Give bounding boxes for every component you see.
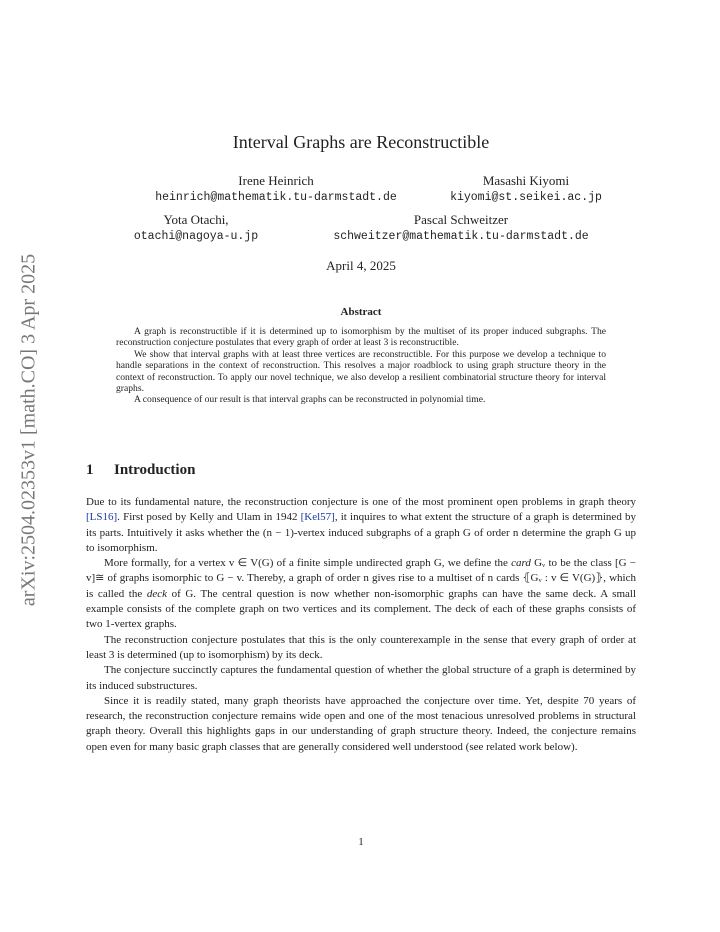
abstract-heading: Abstract: [340, 306, 382, 318]
author-email: kiyomi@st.seikei.ac.jp: [450, 191, 602, 204]
term-deck: deck: [146, 587, 167, 600]
author-email: otachi@nagoya-u.jp: [133, 230, 259, 243]
term-card: card: [511, 557, 531, 570]
author-block-schweitzer: [296, 212, 626, 243]
body-paragraph: The reconstruction conjecture postulates that this is the only counterexample in the sense that every graph of order at least 3 is determined (up to isomorphism) by its deck.: [86, 633, 636, 661]
body-paragraph: Since it is readily stated, many graph theorists have approached the conjecture over time. Yet, despite 70 years of research, the reconstruction conjecture remains wide open and one of the most tenacious unresolved problems in structural graph theory. Overall this highlights gaps in our understanding of graph structure theory. Indeed, the conjecture remains open even for many basic graph classes that are generally considered well understood (see related work below).: [86, 694, 636, 753]
citation-link[interactable]: [Kel57]: [300, 511, 335, 524]
author-name: Pascal Schweitzer: [413, 212, 509, 227]
author-name: Yota Otachi,: [163, 212, 229, 227]
section-title: Introduction: [114, 462, 196, 478]
text-run: of G. The central question is now whether non-isomorphic graphs can have the same deck. A small example consists of the complete graph on two vertices and its complement. The deck of each of these graphs consists of two 1-vertex graphs.: [86, 587, 636, 631]
abstract-paragraph: We show that interval graphs with at least three vertices are reconstructible. For this purpose we develop a technique to handle separations in the context of reconstruction. This resolves a major roadblock to using graph structure theory in the context of reconstruction. To apply our novel technique, we also develop a resilient combinatorial structure theory for interval graphs.: [116, 348, 606, 395]
abstract-paragraph: A graph is reconstructible if it is determined up to isomorphism by the multiset of its proper induced subgraphs. The reconstruction conjecture postulates that every graph of order at least 3 is reconstructible.: [116, 326, 606, 349]
paper-date: April 4, 2025: [326, 258, 396, 273]
author-email: schweitzer@mathematik.tu-darmstadt.de: [333, 230, 589, 243]
abstract-paragraph: A consequence of our result is that interval graphs can be reconstructed in polynomial time.: [134, 394, 486, 406]
arxiv-sidebar: [14, 215, 44, 645]
author-block-otachi: [106, 212, 286, 243]
author-email: heinrich@mathematik.tu-darmstadt.de: [155, 191, 397, 204]
body-paragraph: [86, 556, 636, 632]
author-block-heinrich: [126, 173, 426, 204]
abstract-body: [116, 326, 606, 406]
author-name: Irene Heinrich: [238, 173, 314, 188]
text-run: More formally, for a vertex v ∈ V(G) of a finite simple undirected graph G, we define the: [104, 557, 512, 570]
paper-title: Interval Graphs are Reconstructible: [232, 132, 490, 152]
paper-page: [86, 0, 636, 932]
section-heading: [86, 462, 195, 479]
section-number: 1: [86, 462, 94, 478]
text-run: . First posed by Kelly and Ulam in 1942: [117, 511, 301, 524]
page-number: 1: [358, 836, 364, 848]
text-run: Gᵥ to be the class [G − v]≅ of graphs isomorphic to G − v. Thereby, a graph of order n gives rise to a multiset of n cards ⦃Gᵥ : v ∈ V(G)⦄, which is called the: [86, 557, 637, 600]
text-run: Due to its fundamental nature, the reconstruction conjecture is one of the most prominent open problems in graph theory: [86, 496, 636, 508]
author-name: Masashi Kiyomi: [482, 173, 570, 188]
body-paragraph: [86, 495, 636, 556]
arxiv-identifier: arXiv:2504.02353v1 [math.CO] 3 Apr 2025: [17, 253, 40, 607]
citation-link[interactable]: [LS16]: [86, 511, 118, 524]
author-block-kiyomi: [406, 173, 646, 204]
body-paragraph: The conjecture succinctly captures the fundamental question of whether the global structure of a graph is determined by its induced substructures.: [86, 664, 636, 692]
text-run: , it inquires to what extent the structure of a graph is determined by its parts. Intuitively it asks whether the (n − 1)-vertex induced subgraphs of a graph G of order n determine the graph G up to isomorphism.: [86, 511, 636, 554]
introduction-body: [86, 495, 636, 755]
